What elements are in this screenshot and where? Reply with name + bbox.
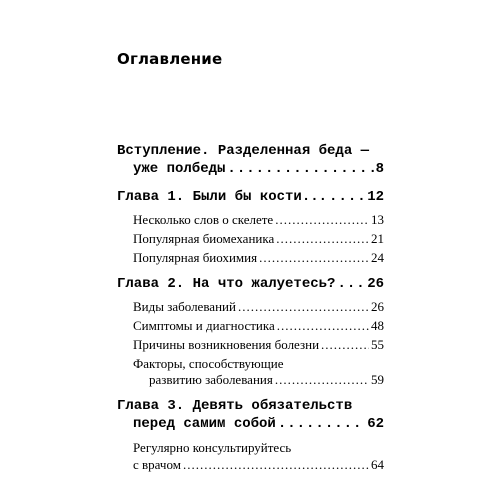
toc-leader-dots <box>238 299 369 315</box>
toc-title: Оглавление <box>117 50 223 68</box>
toc-entry-text: с врачом <box>133 457 181 472</box>
toc-entry-intro <box>133 161 384 177</box>
toc-page-number: 24 <box>371 250 384 265</box>
toc-leader-dots <box>337 276 365 292</box>
toc-page-number: 59 <box>371 372 384 387</box>
toc-entry-text: Причины возникновения болезни <box>133 337 320 352</box>
toc-entry-consult-line1: Регулярно консультируйтесь <box>133 440 292 455</box>
toc-entry-text: Несколько слов о скелете <box>133 212 274 227</box>
toc-entry-text: Глава 2. На что жалуетесь? <box>117 276 336 292</box>
toc-entry-skeleton <box>133 212 384 228</box>
toc-page-number: 26 <box>367 276 384 292</box>
toc-entry-chapter-2 <box>117 276 384 292</box>
toc-page-number: 21 <box>371 231 384 246</box>
toc-page-number: 64 <box>371 457 384 472</box>
toc-leader-dots <box>277 318 369 334</box>
toc-entry-text: Глава 1. Были бы кости... <box>117 189 328 205</box>
toc-entry-chapter-3-line1: Глава 3. Девять обязательств <box>117 398 353 414</box>
toc-page-number: 12 <box>367 189 384 205</box>
toc-leader-dots <box>275 372 369 388</box>
toc-entry-causes <box>133 337 384 353</box>
toc-page-number: 48 <box>371 318 384 333</box>
toc-entry-text: Симптомы и диагностика <box>133 318 275 333</box>
toc-leader-dots <box>259 250 369 266</box>
toc-entry-text: Виды заболеваний <box>133 299 236 314</box>
toc-page-number: 55 <box>371 337 384 352</box>
toc-leader-dots <box>276 231 369 247</box>
toc-entry-text: уже полбеды <box>133 161 226 177</box>
toc-entry-text: перед самим собой <box>133 416 276 432</box>
toc-leader-dots <box>227 161 373 177</box>
toc-entry-factors-line1: Факторы, способствующие <box>133 356 284 371</box>
toc-entry-disease-types <box>133 299 384 315</box>
toc-entry-intro-line1: Вступление. Разделенная беда — <box>117 143 370 159</box>
toc-entry-chapter-3 <box>133 416 384 432</box>
toc-leader-dots <box>329 189 365 205</box>
toc-page-number: 62 <box>367 416 384 432</box>
toc-page-number: 26 <box>371 299 384 314</box>
toc-entry-symptoms <box>133 318 384 334</box>
toc-entry-chapter-1 <box>117 189 384 205</box>
toc-leader-dots <box>321 337 369 353</box>
toc-leader-dots <box>183 457 369 473</box>
toc-entry-text: Популярная биомеханика <box>133 231 275 246</box>
toc-leader-dots <box>275 212 369 228</box>
toc-entry-text: развитию заболевания <box>149 372 273 387</box>
toc-entry-consult <box>133 457 384 473</box>
toc-entry-text: Популярная биохимия <box>133 250 258 265</box>
toc-page-number: 8 <box>375 161 384 177</box>
toc-entry-biomechanics <box>133 231 384 247</box>
toc-entry-factors <box>149 372 384 388</box>
toc-page-number: 13 <box>371 212 384 227</box>
toc-entry-biochemistry <box>133 250 384 266</box>
toc-leader-dots <box>278 416 365 432</box>
